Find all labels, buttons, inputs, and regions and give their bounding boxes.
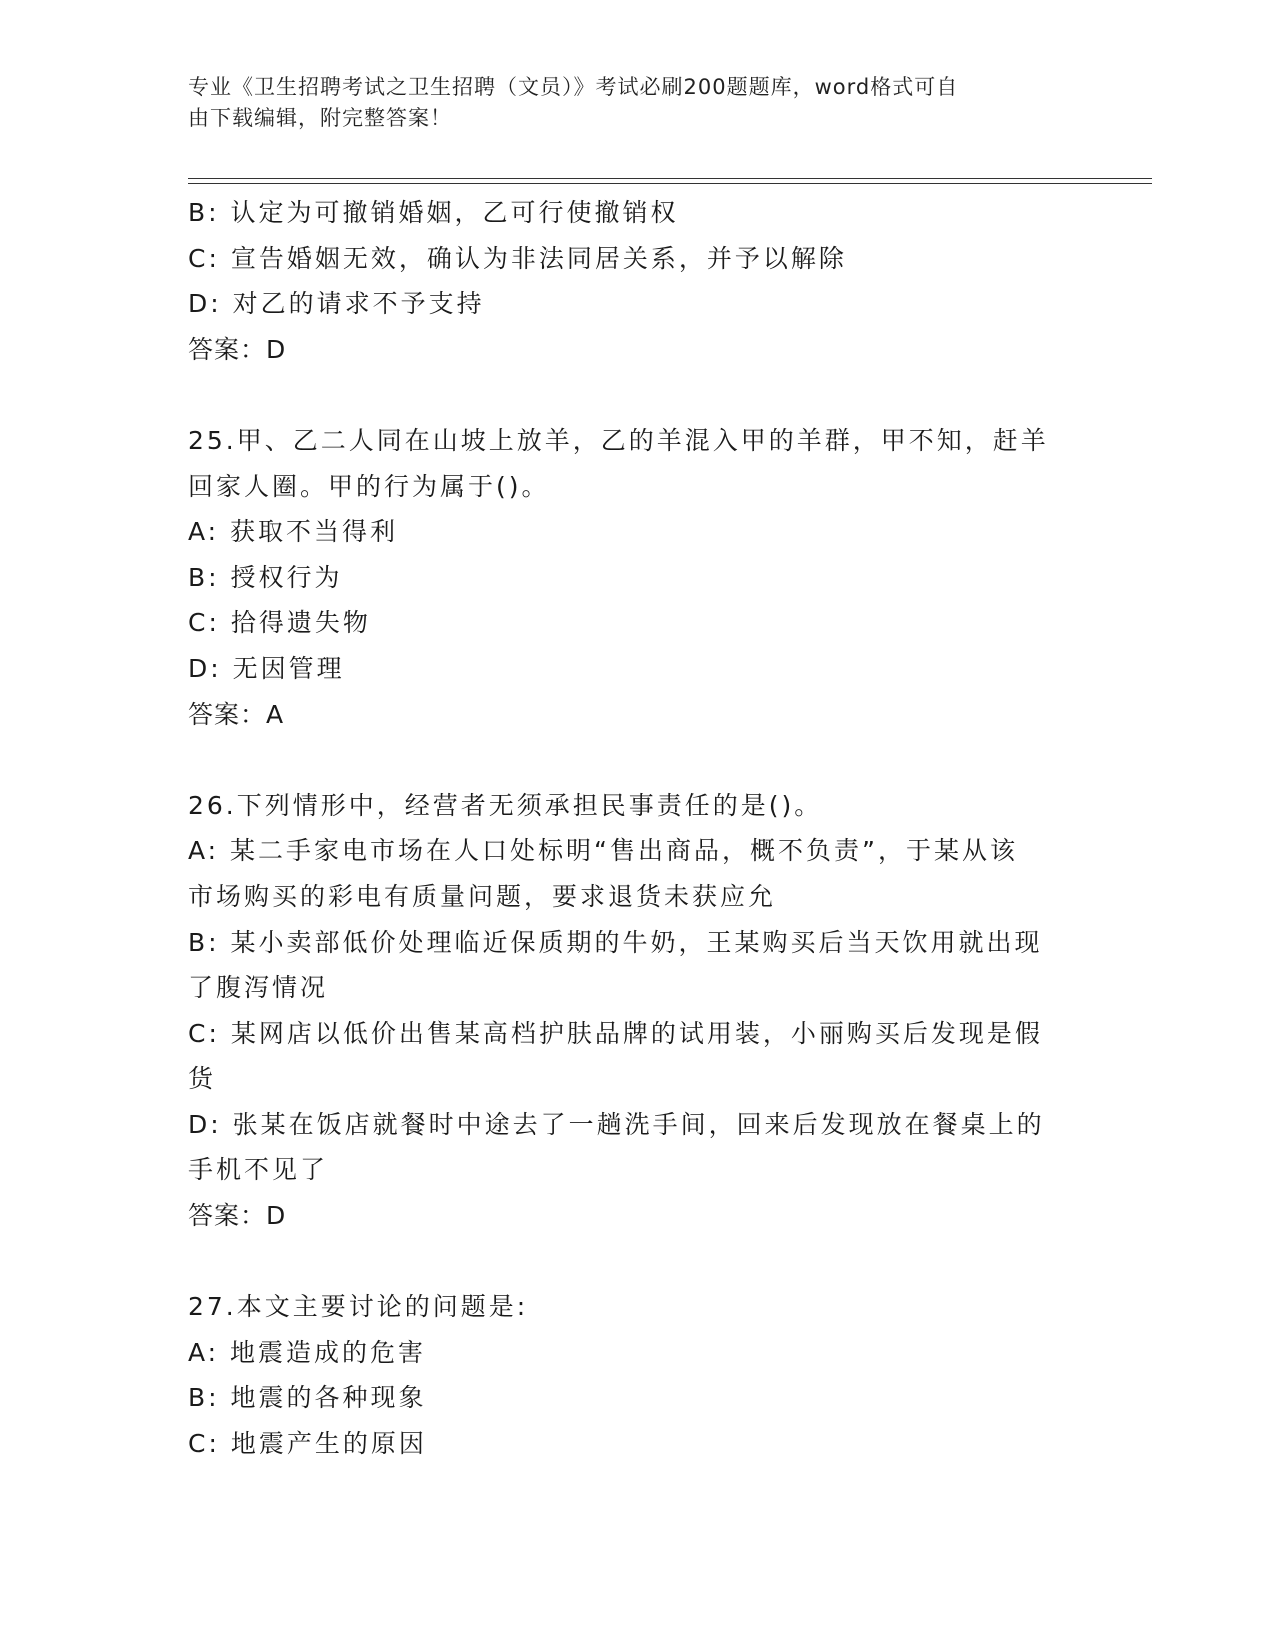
question-stem: 27.本文主要讨论的问题是: — [188, 1292, 529, 1322]
answer: 答案：A — [188, 699, 285, 729]
page-header — [188, 72, 1068, 134]
spacer — [188, 372, 1078, 418]
question-25 — [188, 418, 1078, 737]
option-d-line-1: D: 张某在饭店就餐时中途去了一趟洗手间，回来后发现放在餐桌上的 — [188, 1109, 1045, 1139]
option-d-line-2: 手机不见了 — [188, 1155, 329, 1185]
question-stem-line-1: 25.甲、乙二人同在山坡上放羊，乙的羊混入甲的羊群，甲不知，赶羊 — [188, 425, 1049, 455]
option-a: A: 获取不当得利 — [188, 517, 399, 547]
option-c: C: 地震产生的原因 — [188, 1429, 427, 1459]
option-b: B: 授权行为 — [188, 562, 343, 592]
question-27 — [188, 1284, 1078, 1466]
option-c: C: 宣告婚姻无效，确认为非法同居关系，并予以解除 — [188, 243, 847, 273]
question-stem: 26.下列情形中，经营者无须承担民事责任的是()。 — [188, 790, 823, 820]
header-line-1: 专业《卫生招聘考试之卫生招聘（文员）》考试必刷200题题库，word格式可自 — [188, 75, 959, 99]
option-a-line-1: A: 某二手家电市场在人口处标明“售出商品，概不负责”，于某从该 — [188, 836, 1018, 866]
document-body — [188, 190, 1078, 1467]
option-b: B: 地震的各种现象 — [188, 1383, 427, 1413]
option-a-line-2: 市场购买的彩电有质量问题，要求退货未获应允 — [188, 881, 777, 911]
spacer — [188, 737, 1078, 783]
header-divider-bottom — [188, 183, 1152, 184]
question-stem-line-2: 回家人圈。甲的行为属于()。 — [188, 471, 550, 501]
spacer — [188, 1239, 1078, 1285]
option-c: C: 拾得遗失物 — [188, 608, 371, 638]
option-a: A: 地震造成的危害 — [188, 1337, 427, 1367]
header-line-2: 由下载编辑，附完整答案！ — [188, 106, 452, 130]
answer: 答案：D — [188, 1201, 287, 1231]
answer: 答案：D — [188, 334, 287, 364]
option-b-line-1: B: 某小卖部低价处理临近保质期的牛奶，王某购买后当天饮用就出现 — [188, 927, 1043, 957]
option-d: D: 对乙的请求不予支持 — [188, 289, 485, 319]
option-b-line-2: 了腹泻情况 — [188, 973, 329, 1003]
question-24-continued — [188, 190, 1078, 372]
option-c-line-2: 货 — [188, 1064, 217, 1094]
question-26 — [188, 783, 1078, 1239]
option-c-line-1: C: 某网店以低价出售某高档护肤品牌的试用装，小丽购买后发现是假 — [188, 1018, 1043, 1048]
header-divider-top — [188, 178, 1152, 179]
option-d: D: 无因管理 — [188, 653, 345, 683]
option-b: B: 认定为可撤销婚姻，乙可行使撤销权 — [188, 198, 679, 227]
